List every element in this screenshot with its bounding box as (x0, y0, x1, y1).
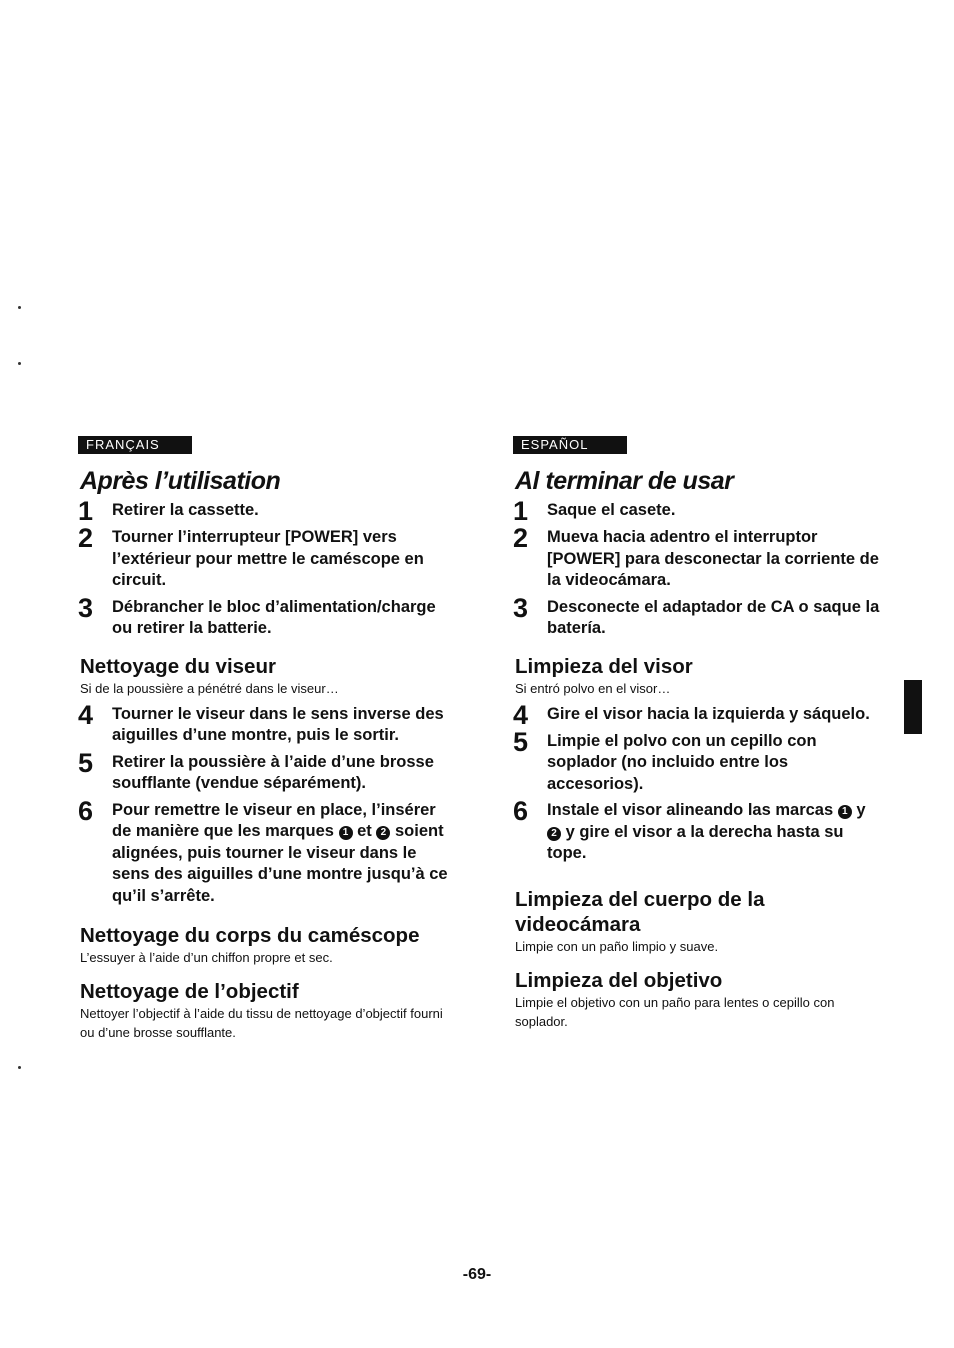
step-4 (513, 699, 881, 730)
step-text: Débrancher le bloc d’alimentation/charge ou retirer la batterie. (112, 597, 436, 637)
scan-speck (18, 306, 21, 309)
scan-speck (18, 362, 21, 365)
step-number: 1 (78, 496, 94, 526)
step-text: Tourner le viseur dans le sens inverse des aiguilles d’une montre, puis le sortir. (112, 704, 444, 744)
step-3 (78, 592, 450, 640)
step-text-part: y gire el visor a la derecha hasta su tope. (547, 822, 844, 862)
step-4 (78, 699, 450, 747)
section-title-francais: Après l’utilisation (80, 467, 281, 495)
step-number: 6 (78, 795, 94, 826)
step-text (547, 800, 881, 865)
objectif-note: Nettoyer l’objectif à l’aide du tissu de nettoyage d’objectif fourni ou d’une brosse soufflante. (80, 1006, 443, 1040)
step-number: 2 (78, 523, 94, 553)
section-title-espanol: Al terminar de usar (515, 467, 734, 495)
step-1 (78, 496, 450, 526)
step-text-part: soient alignées, puis tourner le viseur dans le sens des aiguilles d’une montre jusqu’à ce qu’il s’arrête. (112, 822, 448, 905)
espanol-column (513, 436, 881, 1037)
language-tab-espanol: ESPAÑOL (513, 436, 627, 454)
visor-heading: Limpieza del visor (515, 654, 693, 678)
step-text: Tourner l’interrupteur [POWER] vers l’extérieur pour mettre le caméscope en circuit. (112, 528, 424, 589)
step-number: 4 (78, 699, 94, 730)
step-number: 5 (513, 726, 529, 757)
step-text: Retirer la cassette. (112, 501, 259, 519)
corps-heading: Nettoyage du corps du caméscope (80, 924, 420, 947)
step-3 (513, 592, 881, 640)
step-text: Limpie el polvo con un cepillo con soplador (no incluido entre los accesorios). (547, 731, 817, 793)
language-tab-francais: FRANÇAIS (78, 436, 192, 454)
scan-speck (18, 1066, 21, 1069)
step-number: 2 (513, 523, 529, 553)
step-5 (78, 747, 450, 795)
step-number: 5 (78, 747, 94, 778)
corps-note: L’essuyer à l’aide d’un chiffon propre et sec. (80, 950, 333, 965)
step-1 (513, 496, 881, 526)
step-text-part: Instale el visor alineando las marcas (547, 801, 834, 819)
step-text-part: et (357, 822, 372, 840)
section-edge-tab (904, 680, 922, 734)
steps-list-b (78, 699, 450, 908)
steps-list-a (513, 496, 881, 640)
step-text (112, 800, 450, 908)
step-number: 3 (513, 592, 529, 623)
cuerpo-note: Limpie con un paño limpio y suave. (515, 938, 719, 954)
objetivo-heading: Limpieza del objetivo (515, 968, 723, 992)
visor-note: Si entró polvo en el visor… (515, 680, 671, 696)
step-number: 4 (513, 699, 529, 730)
mark-2-icon: 2 (547, 827, 561, 841)
step-number: 1 (513, 496, 529, 526)
viseur-note: Si de la poussière a pénétré dans le viseur… (80, 680, 339, 696)
step-number: 6 (513, 796, 529, 826)
step-6 (78, 795, 450, 908)
step-6 (513, 796, 881, 865)
mark-1-icon: 1 (339, 826, 353, 840)
step-text: Mueva hacia adentro el interruptor [POWER] para desconectar la corriente de la videocámara. (547, 528, 879, 589)
cuerpo-heading: Limpieza del cuerpo de la videocámara (515, 887, 765, 936)
steps-list-b (513, 699, 881, 865)
mark-1-icon: 1 (838, 805, 852, 819)
step-text: Saque el casete. (547, 501, 676, 519)
page-number: -69- (462, 1266, 492, 1283)
steps-list-a (78, 496, 450, 640)
step-number: 3 (78, 592, 94, 623)
step-text-part: y (856, 801, 866, 819)
step-2 (513, 523, 881, 592)
step-2 (78, 523, 450, 592)
viseur-heading: Nettoyage du viseur (80, 654, 276, 678)
mark-2-icon: 2 (376, 826, 390, 840)
francais-column (78, 436, 450, 1048)
objectif-heading: Nettoyage de l’objectif (80, 980, 299, 1003)
step-text: Retirer la poussière à l’aide d’une brosse soufflante (vendue séparément). (112, 752, 434, 792)
objetivo-note: Limpie el objetivo con un paño para lentes o cepillo con soplador. (515, 994, 835, 1029)
step-5 (513, 726, 881, 796)
step-text: Gire el visor hacia la izquierda y sáquelo. (547, 704, 870, 723)
step-text: Desconecte el adaptador de CA o saque la batería. (547, 597, 880, 637)
step-text-part: Pour remettre le viseur en place, l’insérer de manière que les marques (112, 800, 436, 840)
